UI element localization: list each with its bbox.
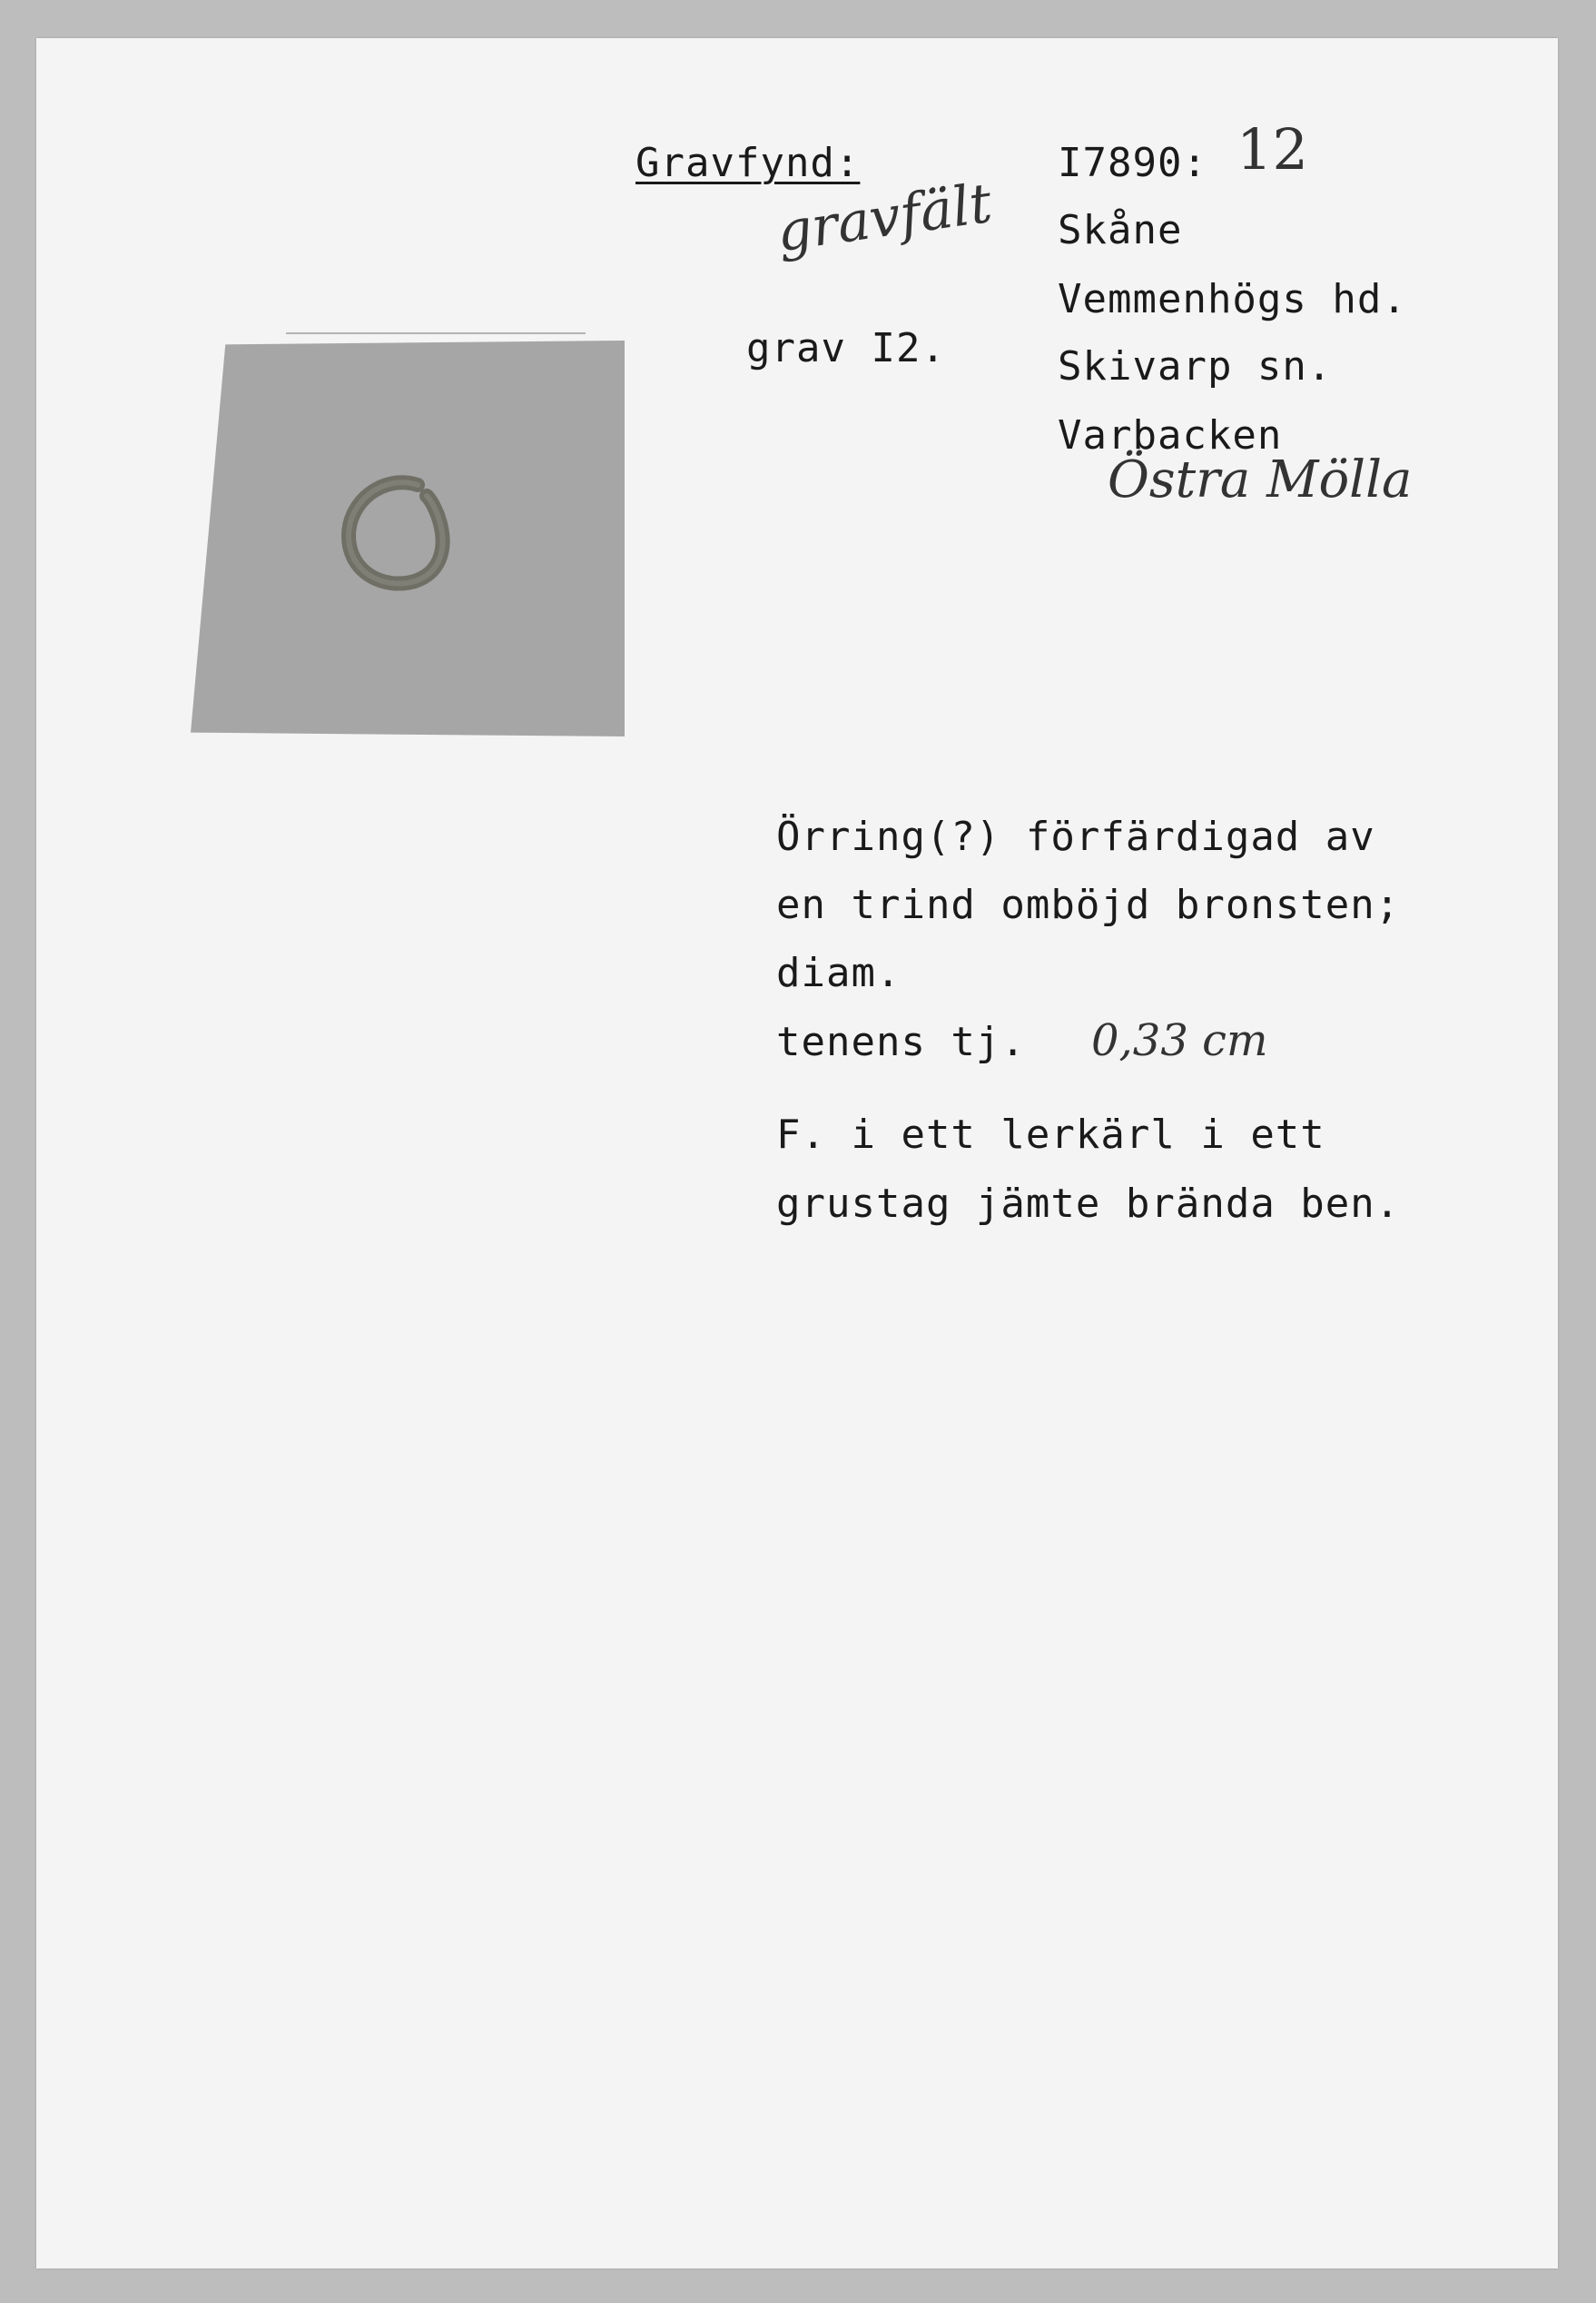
photo-edge-line <box>286 332 586 334</box>
bronze-ring-image <box>329 465 465 601</box>
place-handwritten: Östra Mölla <box>1108 450 1413 509</box>
catalog-suffix-handwritten: 12 <box>1236 116 1308 183</box>
province: Skåne <box>1058 207 1183 253</box>
find-line-2: grustag jämte brända ben. <box>776 1181 1401 1227</box>
description-line-1: Örring(?) förfärdigad av <box>776 814 1375 860</box>
measure-handwritten: 0,33 cm <box>1091 1015 1268 1066</box>
grave-label: grav I2. <box>746 325 946 371</box>
category-label: Gravfynd: <box>635 140 861 186</box>
description-line-4: tenens tj. <box>776 1019 1026 1065</box>
description-line-2: en trind omböjd bronsten; <box>776 882 1401 928</box>
district: Vemmenhögs hd. <box>1058 276 1407 322</box>
place: Varbacken <box>1058 412 1283 459</box>
catalog-number: I7890: <box>1058 140 1207 186</box>
description-line-3: diam. <box>776 950 901 996</box>
parish: Skivarp sn. <box>1058 343 1333 390</box>
find-line-1: F. i ett lerkärl i ett <box>776 1112 1325 1158</box>
category-handwritten: gravfält <box>773 171 996 265</box>
